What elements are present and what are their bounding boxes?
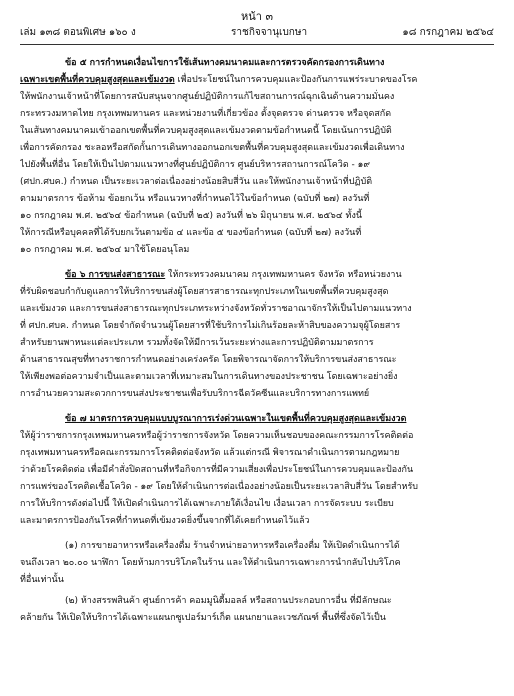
item-1-line: (๑) การขายอาหารหรือเครื่องดื่ม ร้านจำหน่ายอาหารหรือเครื่องดื่ม ให้เปิดดำเนินการได้ (65, 541, 400, 551)
clause-7-heading-line (20, 411, 494, 428)
volume-info: เล่ม ๑๓๘ ตอนพิเศษ ๑๖๐ ง (20, 27, 136, 38)
clause-5-line: กระทรวงมหาดไทย กรุงเทพมหานคร และหน่วยงานที่เกี่ยวข้อง ตั้งจุดตรวจ ด่านตรวจ หรือจุดสกัด (20, 109, 392, 119)
header-divider (20, 44, 494, 45)
item-2-line: คล้ายกัน ให้เปิดให้บริการได้เฉพาะแผนกซูเปอร์มาร์เก็ต แผนกยาและเวชภัณฑ์ พื้นที่ซึ่งจัดไว้เป็น (20, 613, 386, 623)
clause-5-line: ให้การณีหรือบุคคลที่ได้รับยกเว้นตามข้อ ๔ และข้อ ๕ ของข้อกำหนด (ฉบับที่ ๒๗) ลงวันที่ (20, 228, 362, 238)
clause-6-heading: ข้อ ๖ การขนส่งสาธารณะ (65, 270, 166, 280)
item-1-line: จนถึงเวลา ๒๐.๐๐ นาฬิกา โดยห้ามการบริโภคในร้าน และให้ดำเนินการเฉพาะการนำกลับไปบริโภค (20, 558, 401, 568)
clause-7-line: ให้ผู้ว่าราชการกรุงเทพมหานครหรือผู้ว่าราชการจังหวัด โดยความเห็นชอบของคณะกรรมการโรคติดต่อ (20, 431, 414, 441)
clause-6-line: ที่ ศปก.ศบค. กำหนด โดยจำกัดจำนวนผู้โดยสารที่ใช้บริการไม่เกินร้อยละห้าสิบของความจุผู้โดยสาร (20, 321, 401, 331)
clause-7-line: การให้บริการดังต่อไปนี้ ให้เปิดดำเนินการได้เฉพาะภายใต้เงื่อนไข เงื่อนเวลา การจัดระบบ ระเบียบ (20, 499, 394, 509)
clause-7-line: กรุงเทพมหานครหรือคณะกรรมการโรคติดต่อจังหวัด แล้วแต่กรณี พิจารณาดำเนินการตามกฎหมาย (20, 448, 400, 458)
clause-5-line: ตามมาตรการ ข้อห้าม ข้อยกเว้น หรือแนวทางที่กำหนดไว้ในข้อกำหนด (ฉบับที่ ๒๗) ลงวันที่ (20, 194, 370, 204)
clause-6-line: ด้านสาธารณสุขที่ทางราชการกำหนดอย่างเคร่งครัด โดยพิจารณาจัดการให้บริการขนส่งสาธารณะ (20, 355, 397, 365)
clause-5-line: ให้พนักงานเจ้าหน้าที่โดยการสนับสนุนจากศูนย์ปฏิบัติการแก้ไขสถานการณ์ฉุกเฉินด้านความมั่นคง (20, 92, 395, 102)
clause-5-line: ในเส้นทางคมนาคมเข้าออกเขตพื้นที่ควบคุมสูงสุดและเข้มงวดตามข้อกำหนดนี้ โดยเน้นการปฏิบัติ (20, 126, 392, 136)
item-2-line: (๒) ห้างสรรพสินค้า ศูนย์การค้า คอมมูนิตี้มอลล์ หรือสถานประกอบการอื่น ที่มีลักษณะ (65, 596, 392, 606)
item-1-line: ที่อื่นเท่านั้น (20, 575, 64, 585)
clause-5-line-0: เฉพาะเขตพื้นที่ควบคุมสูงสุดและเข้มงวด เพื่อประโยชน์ในการควบคุมและป้องกันการแพร่ระบาดของโรค (20, 75, 418, 85)
clause-5-line: เพื่อการคัดกรอง ชะลอหรือสกัดกั้นการเดินทางออกนอกเขตพื้นที่ควบคุมสูงสุดและเข้มงวดเพื่อเดินทาง (20, 143, 405, 153)
clause-5-line: (ศปก.ศบค.) กำหนด เป็นระยะเวลาต่อเนื่องอย่างน้อยสิบสี่วัน และให้พนักงานเจ้าหน้าที่ปฏิบัติ (20, 177, 373, 187)
clause-6-line: ให้เพียงพอต่อความจำเป็นและตามเวลาที่เหมาะสมในการเดินทางของประชาชน โดยเฉพาะอย่างยิ่ง (20, 372, 398, 382)
clause-6-line: ที่รับผิดชอบกำกับดูแลการให้บริการขนส่งผู้โดยสารสาธารณะทุกประเภทในเขตพื้นที่ควบคุมสูงสุด (20, 287, 389, 297)
clause-5-line: ๑๐ กรกฎาคม พ.ศ. ๒๕๖๔ ข้อกำหนด (ฉบับที่ ๒๕) ลงวันที่ ๒๖ มิถุนายน พ.ศ. ๒๕๖๔ ทั้งนี้ (20, 211, 363, 221)
clause-6-line: และเข้มงวด และการขนส่งสาธารณะทุกประเภทระหว่างจังหวัดทั่วราชอาณาจักรให้เป็นไปตามแนวทาง (20, 304, 412, 314)
clause-5-line: ๑๐ กรกฎาคม พ.ศ. ๒๕๖๔ มาใช้โดยอนุโลม (20, 245, 190, 255)
clause-5-heading-line (20, 55, 494, 72)
clause-5 (20, 55, 494, 259)
clause-7-line: และมาตรการป้องกันโรคที่กำหนดที่เข้มงวดยิ่งขึ้นจากที่ได้เคยกำหนดไว้แล้ว (20, 516, 310, 526)
clause-5-heading: ข้อ ๕ การกำหนดเงื่อนไขการใช้เส้นทางคมนาคมและการตรวจคัดกรองการเดินทาง (65, 58, 385, 68)
gazette-name: ราชกิจจานุเบกษา (231, 27, 308, 38)
clause-6-line-0: ข้อ ๖ การขนส่งสาธารณะ ให้กระทรวงคมนาคม กรุงเทพมหานคร จังหวัด หรือหน่วยงาน (65, 270, 402, 280)
clause-7-heading: ข้อ ๗ มาตรการควบคุมแบบบูรณาการเร่งด่วนเฉพาะในเขตพื้นที่ควบคุมสูงสุดและเข้มงวด (65, 414, 407, 424)
clause-7-line: ว่าด้วยโรคติดต่อ เพื่อมีคำสั่งปิดสถานที่หรือกิจการที่มีความเสี่ยงเพื่อประโยชน์ในการควบคุมและป้องกัน (20, 465, 414, 475)
clause-5-line: ไปยังพื้นที่อื่น โดยให้เป็นไปตามแนวทางที่ศูนย์ปฏิบัติการ ศูนย์บริหารสถานการณ์โควิด - ๑๙ (20, 160, 370, 170)
page-number: หน้า ๓ (241, 10, 273, 23)
clause-6-line: การอำนวยความสะดวกการขนส่งประชาชนเพื่อรับบริการฉีดวัคซีนและบริการทางการแพทย์ (20, 389, 370, 399)
clause-7-line: การแพร่ของโรคติดเชื้อโควิด - ๑๙ โดยให้ดำเนินการต่อเนื่องอย่างน้อยเป็นระยะเวลาสิบสี่วัน โดยสำหรับ (20, 482, 419, 492)
clause-7 (20, 411, 494, 530)
clause-7-item-2 (20, 593, 494, 627)
issue-date: ๑๘ กรกฎาคม ๒๕๖๔ (402, 27, 494, 38)
gazette-header (20, 26, 494, 40)
clause-6-line: สำหรับยานพาหนะแต่ละประเภท รวมทั้งจัดให้มีการเว้นระยะห่างและการปฏิบัติตามมาตรการ (20, 338, 374, 348)
clause-6 (20, 267, 494, 403)
clause-5-heading-2: เฉพาะเขตพื้นที่ควบคุมสูงสุดและเข้มงวด (20, 75, 175, 85)
clause-7-item-1 (20, 538, 494, 589)
